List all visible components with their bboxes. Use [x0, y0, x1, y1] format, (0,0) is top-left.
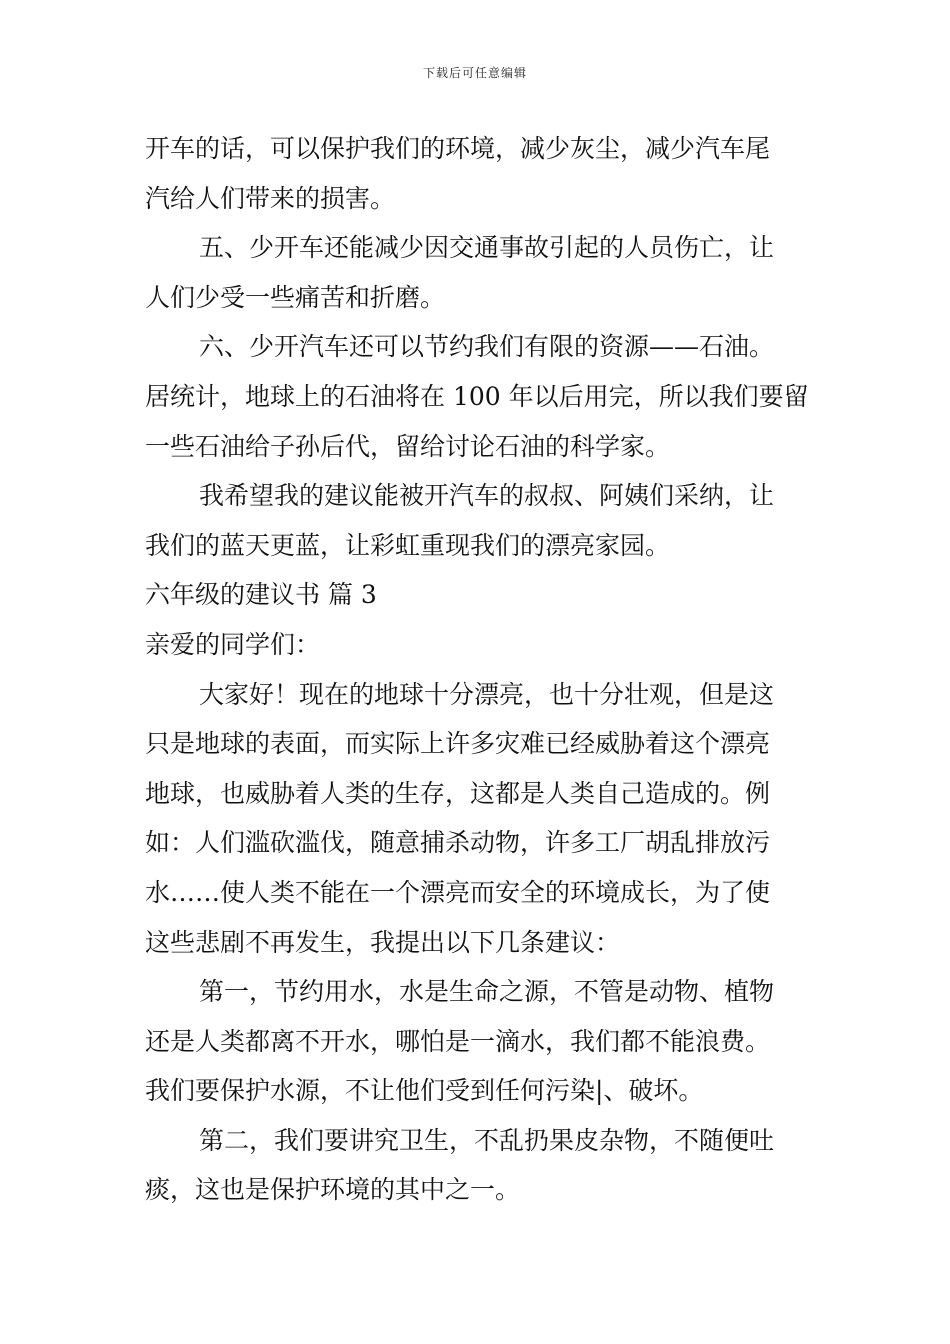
- paragraph-line-21: 第二，我们要讲究卫生，不乱扔果皮杂物，不随便吐: [199, 1125, 775, 1155]
- paragraph-line-12: 大家好！现在的地球十分漂亮，也十分壮观，但是这: [199, 679, 775, 709]
- paragraph-line-13: 只是地球的表面，而实际上许多灾难已经威胁着这个漂亮: [145, 729, 771, 759]
- paragraph-line-22: 痰，这也是保护环境的其中之一。: [145, 1175, 521, 1205]
- paragraph-line-19: 还是人类都离不开水，哪怕是一滴水，我们都不能浪费。: [145, 1026, 771, 1056]
- page-header: 下载后可任意编辑: [422, 66, 527, 80]
- paragraph-line-17: 这些悲剧不再发生，我提出以下几条建议：: [145, 927, 621, 957]
- paragraph-line-8: 我希望我的建议能被开汽车的叔叔、阿姨们采纳，让: [199, 481, 775, 511]
- paragraph-line-20: 我们要保护水源，不让他们受到任何污染|、破坏。: [145, 1076, 704, 1106]
- paragraph-line-1: 开车的话，可以保护我们的环境，减少灰尘，减少汽车尾: [145, 134, 771, 163]
- section-title: 六年级的建议书 篇 3: [145, 580, 377, 610]
- document-body: [145, 124, 810, 1215]
- paragraph-line-15: 如：人们滥砍滥伐，随意捕杀动物，许多工厂胡乱排放污: [145, 828, 771, 858]
- paragraph-line-4: 人们少受一些痛苦和折磨。: [145, 282, 446, 312]
- paragraph-line-6: 居统计，地球上的石油将在 100 年以后用完，所以我们要留: [145, 381, 809, 411]
- paragraph-line-2: 汽给人们带来的损害。: [145, 183, 396, 213]
- paragraph-line-9: 我们的蓝天更蓝，让彩虹重现我们的漂亮家园。: [145, 530, 671, 560]
- salutation: 亲爱的同学们：: [145, 629, 321, 659]
- paragraph-line-16: 水……使人类不能在一个漂亮而安全的环境成长，为了使: [145, 877, 771, 907]
- paragraph-line-5: 六、少开汽车还可以节约我们有限的资源——石油。: [199, 332, 775, 362]
- paragraph-line-3: 五、少开车还能减少因交通事故引起的人员伤亡，让: [199, 233, 775, 263]
- paragraph-line-14: 地球，也威胁着人类的生存，这都是人类自己造成的。例: [145, 778, 771, 808]
- paragraph-line-18: 第一，节约用水，水是生命之源，不管是动物、植物: [199, 977, 775, 1007]
- paragraph-line-7: 一些石油给子孙后代，留给讨论石油的科学家。: [145, 431, 671, 461]
